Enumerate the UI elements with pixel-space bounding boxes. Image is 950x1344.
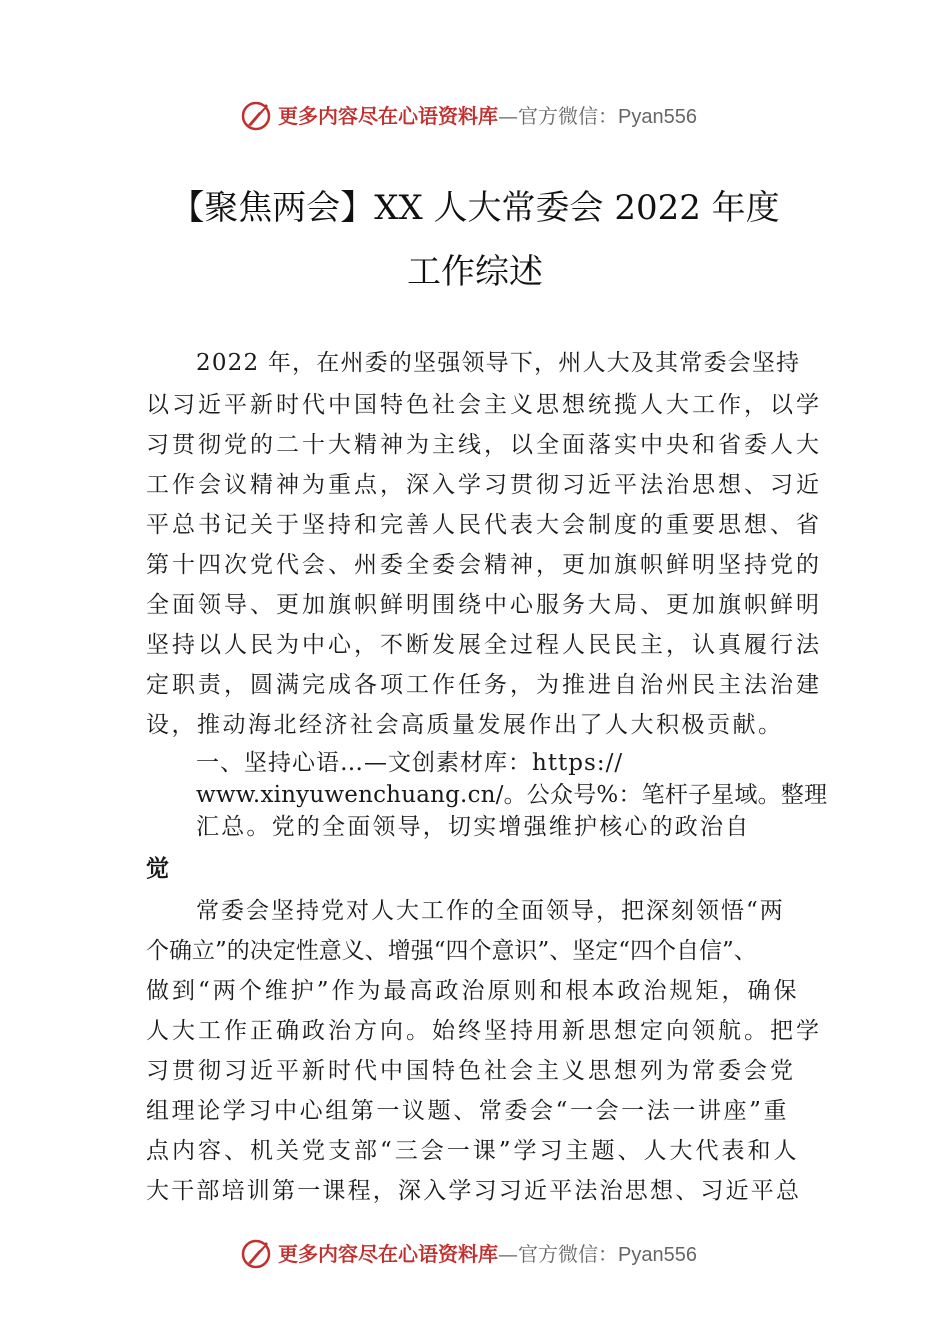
paragraph-line: 习贯彻党的二十大精神为主线，以全面落实中央和省委人大 — [146, 432, 822, 458]
paragraph-line: 组理论学习中心组第一议题、常委会“一会一法一讲座”重 — [146, 1098, 790, 1124]
paragraph-line: 定职责，圆满完成各项工作任务，为推进自治州民主法治建 — [146, 672, 822, 698]
paragraph-line: 大干部培训第一课程，深入学习习近平法治思想、习近平总 — [146, 1178, 802, 1204]
paragraph-line: 做到“两个维护”作为最高政治原则和根本政治规矩，确保 — [146, 978, 800, 1004]
paragraph-line: 习贯彻习近平新时代中国特色社会主义思想列为常委会党 — [146, 1058, 796, 1084]
paragraph-line: 设，推动海北经济社会高质量发展作出了人大积极贡献。 — [146, 712, 784, 738]
paragraph-line: 工作会议精神为重点，深入学习贯彻习近平法治思想、习近 — [146, 472, 822, 498]
paragraph-line: 常委会坚持党对人大工作的全面领导，把深刻领悟“两 — [196, 898, 785, 924]
document-title-line2: 工作综述 — [407, 252, 543, 292]
paragraph-line: 平总书记关于坚持和完善人民代表大会制度的重要思想、省 — [146, 512, 822, 538]
paragraph-line: 2022 年，在州委的坚强领导下，州人大及其常委会坚持 — [196, 350, 801, 376]
header-banner — [0, 94, 950, 138]
banner-wechat-id: Pyan556 — [618, 106, 697, 128]
document-title-line1: 【聚焦两会】XX 人大常委会 2022 年度 — [170, 188, 780, 228]
banner-text — [278, 1240, 697, 1269]
footer-banner — [0, 1232, 950, 1276]
paragraph-line: 个确立”的决定性意义、增强“四个意识”、坚定“四个自信”、 — [146, 938, 757, 964]
section-heading-line: 汇总。党的全面领导，切实增强维护核心的政治自 — [196, 814, 751, 840]
paragraph-line: 人大工作正确政治方向。始终坚持用新思想定向领航。把学 — [146, 1018, 822, 1044]
section-heading-line: 一、坚持心语…—文创素材库：https:// — [196, 750, 624, 776]
quill-logo-icon — [239, 98, 273, 132]
section-heading-tail: 觉 — [146, 855, 169, 882]
banner-brand: 更多内容尽在心语资料库 — [278, 1242, 498, 1266]
banner-wechat-label: —官方微信： — [498, 1242, 618, 1266]
paragraph-line: 全面领导、更加旗帜鲜明围绕中心服务大局、更加旗帜鲜明 — [146, 592, 822, 618]
section-heading-line: www.xinyuwenchuang.cn/。公众号%：笔杆子星域。整理 — [196, 782, 828, 808]
banner-text — [278, 102, 697, 131]
paragraph-line: 点内容、机关党支部“三会一课”学习主题、人大代表和人 — [146, 1138, 800, 1164]
paragraph-line: 第十四次党代会、州委全委会精神，更加旗帜鲜明坚持党的 — [146, 552, 822, 578]
paragraph-line: 坚持以人民为中心，不断发展全过程人民民主，认真履行法 — [146, 632, 822, 658]
quill-logo-icon — [239, 1236, 273, 1270]
banner-brand: 更多内容尽在心语资料库 — [278, 104, 498, 128]
paragraph-line: 以习近平新时代中国特色社会主义思想统揽人大工作，以学 — [146, 392, 822, 418]
banner-wechat-label: —官方微信： — [498, 104, 618, 128]
banner-wechat-id: Pyan556 — [618, 1244, 697, 1266]
